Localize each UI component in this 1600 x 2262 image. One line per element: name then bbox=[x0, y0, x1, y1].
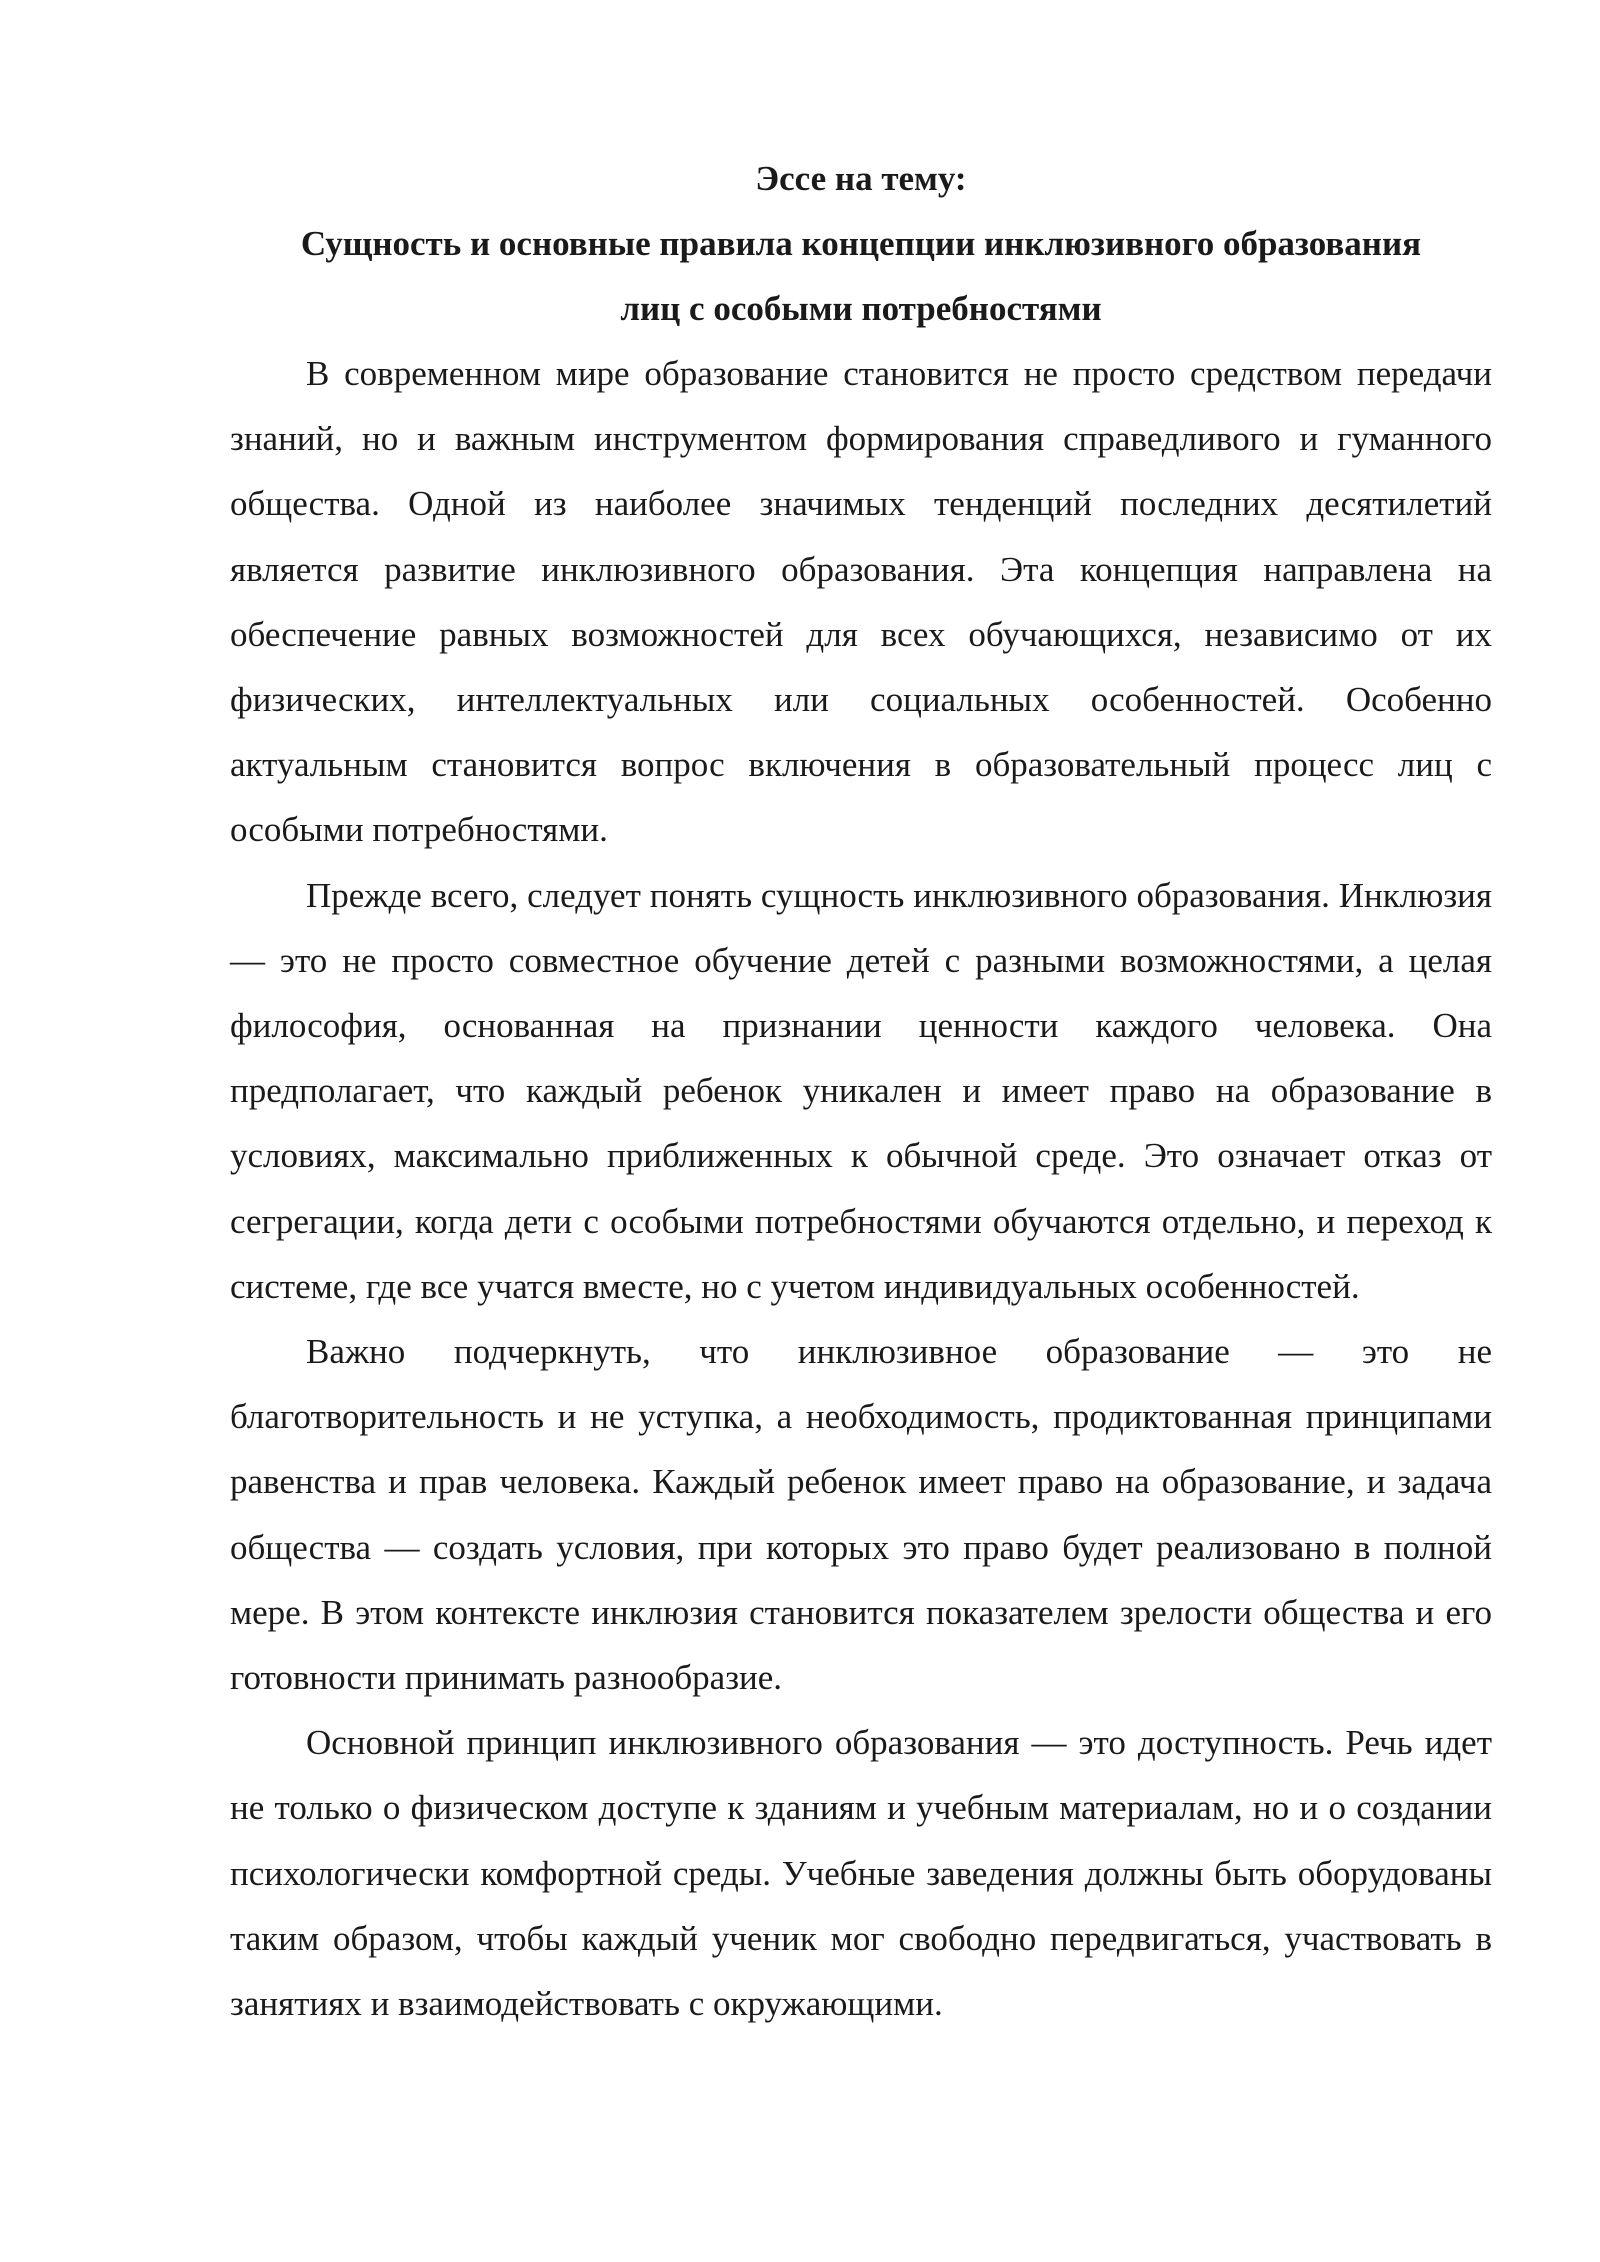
paragraph-1: В современном мире образование становится не просто средством передачи знаний, но и важным инструментом формирования справедливого и гуманного общества. Одной из наиболее значимых тенденций последних десятилетий является развитие инклюзивного образования. Эта концепция направлена на обеспечение равных возможностей для всех обучающихся, независимо от их физических, интеллектуальных или социальных особенностей. Особенно актуальным становится вопрос включения в образовательный процесс лиц с особыми потребностями. bbox=[230, 354, 1492, 850]
essay-title-line-1: Сущность и основные правила концепции инклюзивного образования bbox=[300, 224, 1422, 263]
essay-title-line-2: лиц с особыми потребностями bbox=[620, 289, 1102, 328]
essay-text bbox=[230, 146, 1492, 2036]
paragraph-3: Важно подчеркнуть, что инклюзивное образование — это не благотворительность и не уступка, а необходимость, продиктованная принципами равенства и прав человека. Каждый ребенок имеет право на образование, и задача общества — создать условия, при которых это право будет реализовано в полной мере. В этом контексте инклюзия становится показателем зрелости общества и его готовности принимать разнообразие. bbox=[230, 1332, 1492, 1698]
paragraph-4: Основной принцип инклюзивного образования — это доступность. Речь идет не только о физическом доступе к зданиям и учебным материалам, но и о создании психологически комфортной среды. Учебные заведения должны быть оборудованы таким образом, чтобы каждый ученик мог свободно передвигаться, участвовать в занятиях и взаимодействовать с окружающими. bbox=[230, 1723, 1492, 2024]
paragraph-2: Прежде всего, следует понять сущность инклюзивного образования. Инклюзия — это не просто совместное обучение детей с разными возможностями, а целая философия, основанная на признании ценности каждого человека. Она предполагает, что каждый ребенок уникален и имеет право на образование в условиях, максимально приближенных к обычной среде. Это означает отказ от сегрегации, когда дети с особыми потребностями обучаются отдельно, и переход к системе, где все учатся вместе, но с учетом индивидуальных особенностей. bbox=[230, 875, 1492, 1306]
essay-heading-line-1: Эссе на тему: bbox=[755, 159, 967, 198]
